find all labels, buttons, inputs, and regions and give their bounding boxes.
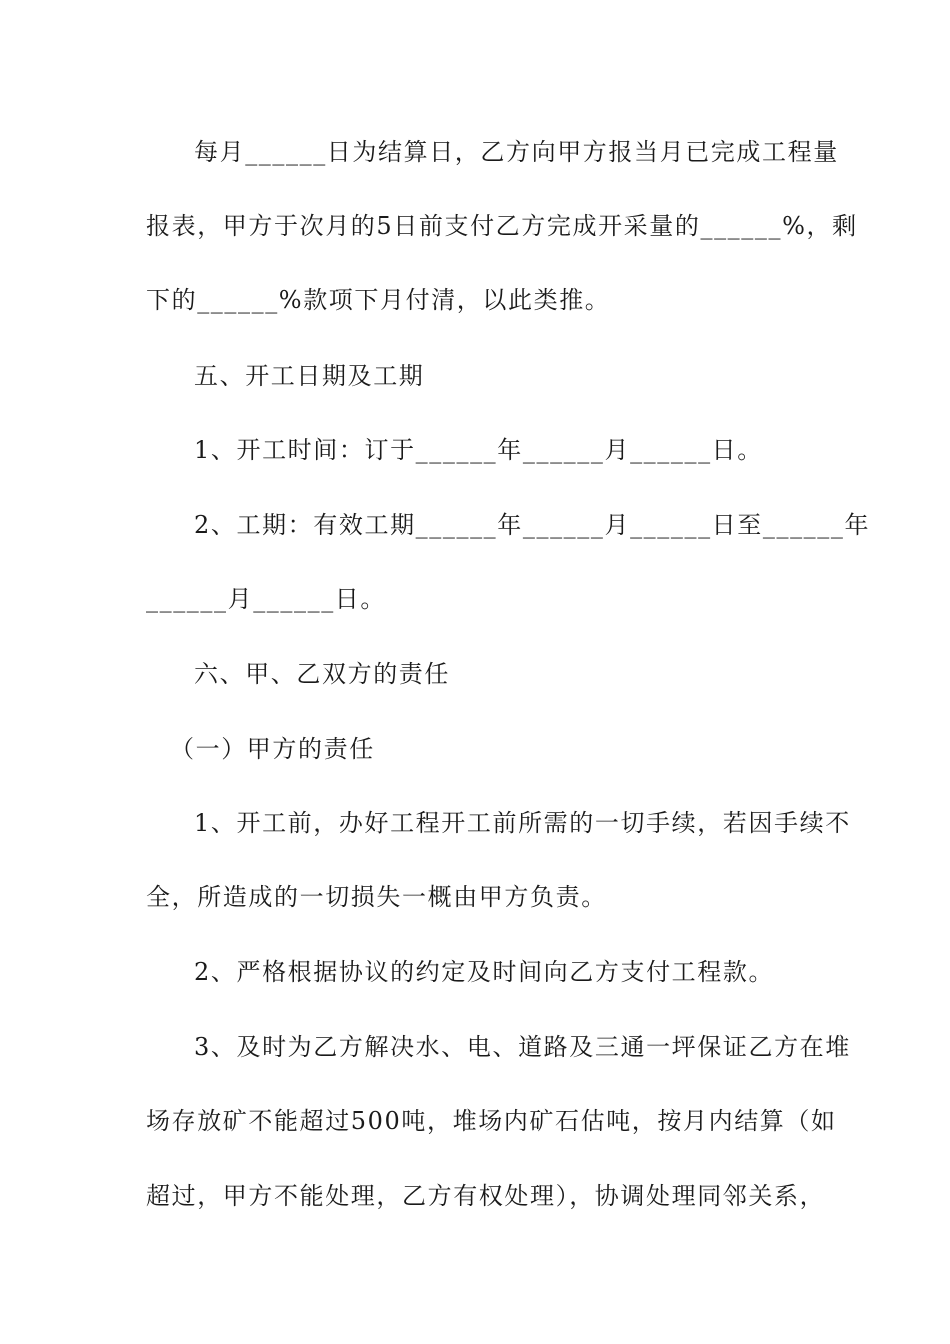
paragraph-settlement-line-1: 每月______日为结算日，乙方向甲方报当月已完成工程量 [194,138,839,166]
paragraph-settlement-line-3: 下的______%款项下月付清，以此类推。 [146,286,611,314]
clause-a1-line-1: 1、开工前，办好工程开工前所需的一切手续，若因手续不 [194,809,851,837]
paragraph-settlement-line-2: 报表，甲方于次月的5日前支付乙方完成开采量的______%，剩 [146,212,858,240]
clause-a2: 2、严格根据协议的约定及时间向乙方支付工程款。 [194,958,775,986]
clause-a3-line-3: 超过，甲方不能处理，乙方有权处理），协调处理同邻关系， [146,1182,826,1210]
clause-duration-line-1: 2、工期：有效工期______年______月______日至______年 [194,511,871,539]
clause-duration-line-2: ______月______日。 [146,585,386,613]
section-heading-responsibilities: 六、甲、乙双方的责任 [194,660,450,688]
clause-a1-line-2: 全，所造成的一切损失一概由甲方负责。 [146,883,607,911]
subsection-heading-party-a: （一）甲方的责任 [170,735,375,763]
clause-start-time: 1、开工时间：订于______年______月______日。 [194,436,763,464]
clause-a3-line-2: 场存放矿不能超过500吨，堆场内矿石估吨，按月内结算（如 [146,1107,837,1135]
section-heading-start-date: 五、开工日期及工期 [194,362,425,390]
clause-a3-line-1: 3、及时为乙方解决水、电、道路及三通一坪保证乙方在堆 [194,1033,851,1061]
